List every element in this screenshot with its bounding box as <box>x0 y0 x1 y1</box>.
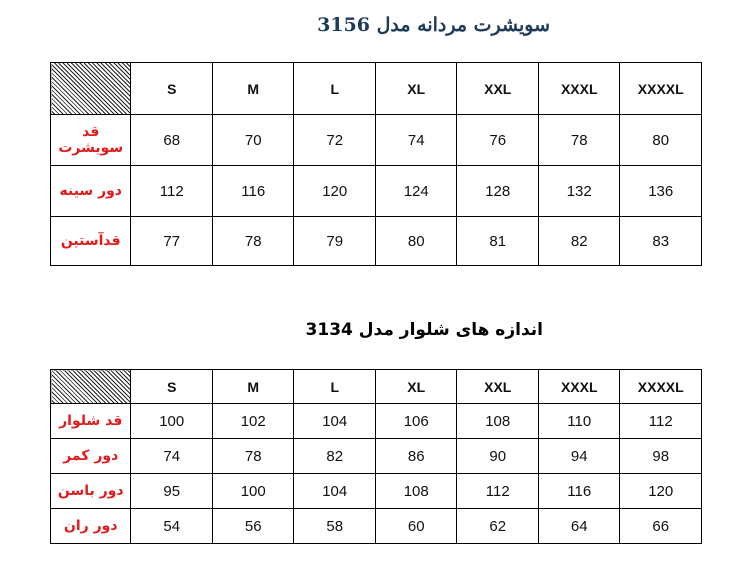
table-cell: 104 <box>294 404 376 439</box>
table-cell: 106 <box>375 404 457 439</box>
table-header-row <box>51 370 702 404</box>
table-cell: 74 <box>131 439 213 474</box>
table-cell: 116 <box>212 166 294 217</box>
table-cell: 112 <box>620 404 702 439</box>
row-label: دور کمر <box>51 439 131 474</box>
table-cell: 108 <box>457 404 539 439</box>
table-cell: 120 <box>294 166 376 217</box>
table-cell: 81 <box>457 217 539 266</box>
table-cell: 56 <box>212 509 294 544</box>
table-cell: 54 <box>131 509 213 544</box>
table-cell: 78 <box>212 217 294 266</box>
table-cell: 80 <box>620 115 702 166</box>
table-row <box>51 404 702 439</box>
size-header: XXXL <box>538 370 620 404</box>
hatched-corner-cell <box>51 370 131 404</box>
table-row <box>51 217 702 266</box>
pants-size-table <box>50 369 702 544</box>
size-header: S <box>131 63 213 115</box>
table-cell: 104 <box>294 474 376 509</box>
table-cell: 72 <box>294 115 376 166</box>
table-cell: 112 <box>457 474 539 509</box>
table-cell: 98 <box>620 439 702 474</box>
table-cell: 112 <box>131 166 213 217</box>
size-header: XXL <box>457 63 539 115</box>
size-header: XL <box>375 370 457 404</box>
table-cell: 110 <box>538 404 620 439</box>
row-label: دور سینه <box>51 166 131 217</box>
table-cell: 128 <box>457 166 539 217</box>
row-label: قد شلوار <box>51 404 131 439</box>
table-cell: 90 <box>457 439 539 474</box>
table-cell: 108 <box>375 474 457 509</box>
table-cell: 94 <box>538 439 620 474</box>
size-header: M <box>212 63 294 115</box>
table-row <box>51 439 702 474</box>
table-cell: 80 <box>375 217 457 266</box>
hatched-corner-cell <box>51 63 131 115</box>
table-cell: 116 <box>538 474 620 509</box>
table-cell: 58 <box>294 509 376 544</box>
table-cell: 100 <box>131 404 213 439</box>
row-label: قدآستین <box>51 217 131 266</box>
table-row <box>51 166 702 217</box>
table-cell: 62 <box>457 509 539 544</box>
table-cell: 77 <box>131 217 213 266</box>
table-cell: 100 <box>212 474 294 509</box>
size-header: XL <box>375 63 457 115</box>
table-row <box>51 115 702 166</box>
table-cell: 78 <box>538 115 620 166</box>
table-cell: 66 <box>620 509 702 544</box>
table-cell: 136 <box>620 166 702 217</box>
table-row <box>51 509 702 544</box>
table-cell: 120 <box>620 474 702 509</box>
table-cell: 82 <box>538 217 620 266</box>
table-cell: 70 <box>212 115 294 166</box>
pants-title: اندازه های شلوار مدل 3134 <box>305 320 543 340</box>
row-label: دور باسن <box>51 474 131 509</box>
table-cell: 102 <box>212 404 294 439</box>
table-cell: 82 <box>294 439 376 474</box>
table-cell: 60 <box>375 509 457 544</box>
sweatshirt-size-table <box>50 62 702 266</box>
table-cell: 78 <box>212 439 294 474</box>
size-header: XXXL <box>538 63 620 115</box>
table-cell: 83 <box>620 217 702 266</box>
table-cell: 74 <box>375 115 457 166</box>
table-row <box>51 474 702 509</box>
table-cell: 95 <box>131 474 213 509</box>
table-cell: 79 <box>294 217 376 266</box>
size-header: XXXXL <box>620 63 702 115</box>
size-header: L <box>294 370 376 404</box>
table-cell: 124 <box>375 166 457 217</box>
table-cell: 132 <box>538 166 620 217</box>
row-label: قد سویشرت <box>51 115 131 166</box>
size-header: M <box>212 370 294 404</box>
table-cell: 86 <box>375 439 457 474</box>
size-header: S <box>131 370 213 404</box>
table-cell: 68 <box>131 115 213 166</box>
row-label: دور ران <box>51 509 131 544</box>
table-cell: 64 <box>538 509 620 544</box>
size-header: L <box>294 63 376 115</box>
table-cell: 76 <box>457 115 539 166</box>
sweatshirt-title: سویشرت مردانه مدل 3156 <box>317 14 550 36</box>
size-header: XXL <box>457 370 539 404</box>
table-header-row <box>51 63 702 115</box>
size-header: XXXXL <box>620 370 702 404</box>
